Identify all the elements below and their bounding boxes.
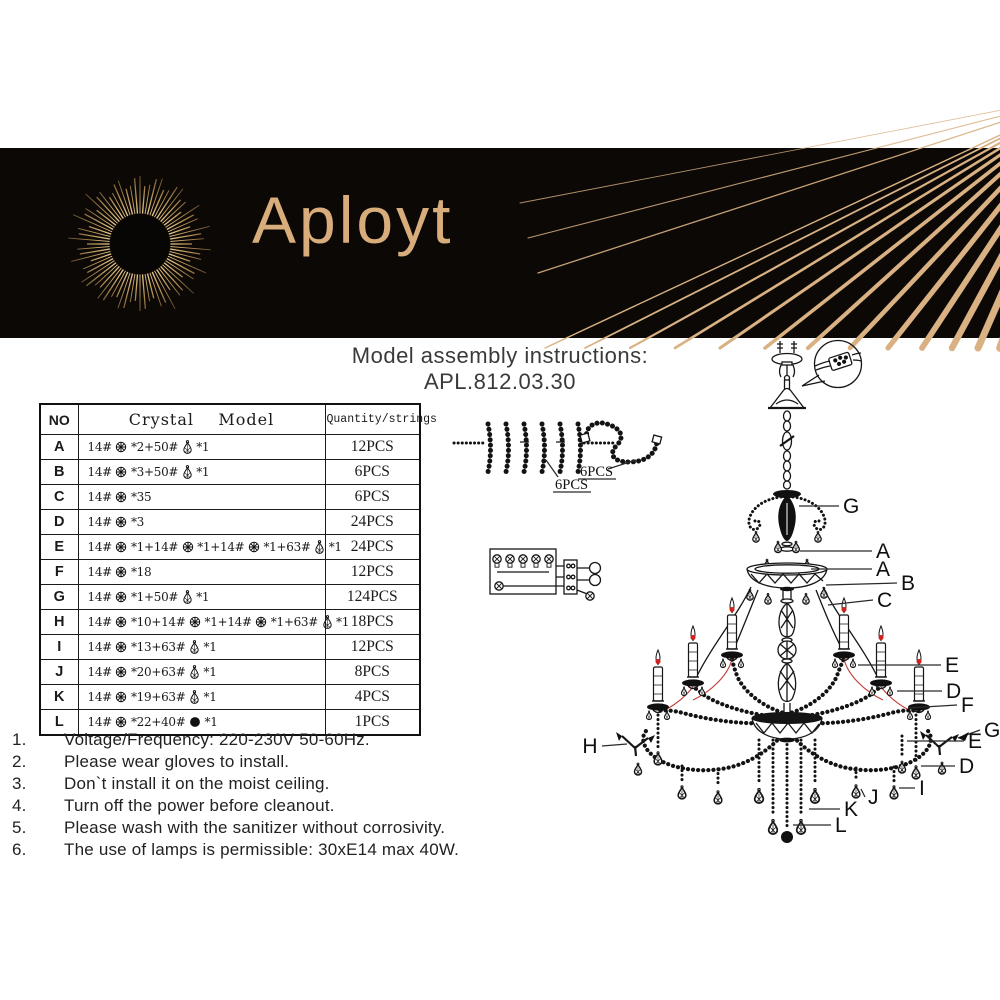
octagon-bead-icon	[115, 591, 127, 603]
row-letter: L	[40, 710, 78, 736]
octagon-bead-icon	[115, 566, 127, 578]
row-letter: G	[40, 585, 78, 610]
part-label-k: K	[844, 798, 859, 821]
octagon-bead-icon	[115, 616, 127, 628]
table-row	[40, 560, 420, 585]
instruction-text: Please wear gloves to install.	[64, 752, 290, 771]
crystal-strand-bundle	[454, 424, 614, 493]
part-label-a2: A	[876, 558, 891, 581]
crystal-model-cell: 14# *20+63# *1	[78, 660, 325, 685]
part-label-b: B	[901, 572, 916, 595]
instruction-number: 4.	[12, 796, 27, 815]
instruction-item	[10, 795, 490, 817]
teardrop-crystal-icon	[189, 640, 200, 655]
part-labels	[582, 495, 1000, 837]
part-label-d2: D	[959, 755, 975, 778]
teardrop-crystal-icon	[182, 590, 193, 605]
quantity-cell: 12PCS	[325, 635, 420, 660]
quantity-cell: 1PCS	[325, 710, 420, 736]
row-letter: D	[40, 510, 78, 535]
quantity-cell: 6PCS	[325, 460, 420, 485]
quantity-cell: 4PCS	[325, 685, 420, 710]
instruction-text: Don`t install it on the moist ceiling.	[64, 774, 330, 793]
instruction-item	[10, 751, 490, 773]
page-title: Model assembly instructions:	[351, 343, 649, 368]
table-row	[40, 485, 420, 510]
brand-wordmark: Aployt	[252, 183, 454, 257]
header-qty: Quantity/strings	[325, 404, 420, 435]
part-label-c: C	[877, 589, 893, 612]
instruction-item	[10, 839, 490, 861]
octagon-bead-icon	[115, 541, 127, 553]
row-letter: A	[40, 435, 78, 460]
octagon-bead-icon	[255, 616, 267, 628]
instruction-number: 3.	[12, 774, 27, 793]
quantity-cell: 12PCS	[325, 435, 420, 460]
quantity-cell: 124PCS	[325, 585, 420, 610]
instruction-number: 2.	[12, 752, 27, 771]
part-label-g-top: G	[843, 495, 860, 518]
quantity-cell: 18PCS	[325, 610, 420, 635]
octagon-bead-icon	[115, 691, 127, 703]
crystal-model-cell: 14# *18	[78, 560, 325, 585]
row-letter: K	[40, 685, 78, 710]
table-row	[40, 685, 420, 710]
header-model: Crystal Model	[78, 404, 325, 435]
instruction-item	[10, 729, 490, 751]
pcs-label-arms: 6PCS	[580, 464, 614, 480]
crystal-model-cell: 14# *13+63# *1	[78, 635, 325, 660]
instructions-list	[10, 729, 490, 861]
wiring-diagram	[490, 549, 601, 600]
teardrop-crystal-icon	[189, 665, 200, 680]
instruction-number: 6.	[12, 840, 27, 859]
octagon-bead-icon	[182, 541, 194, 553]
row-letter: E	[40, 535, 78, 560]
teardrop-crystal-icon	[314, 540, 325, 555]
instruction-number: 1.	[12, 730, 27, 749]
octagon-bead-icon	[248, 541, 260, 553]
instruction-text: The use of lamps is permissible: 30xE14 max 40W.	[64, 840, 460, 859]
part-label-f: F	[961, 694, 974, 717]
quantity-cell: 12PCS	[325, 560, 420, 585]
table-header-row	[40, 404, 420, 435]
brand-banner	[0, 148, 1000, 338]
quantity-cell: 24PCS	[325, 535, 420, 560]
part-label-l: L	[835, 814, 847, 837]
ball-crystal-icon	[189, 716, 201, 728]
quantity-cell: 6PCS	[325, 485, 420, 510]
part-label-d1: D	[946, 680, 962, 703]
table-row	[40, 660, 420, 685]
table-row	[40, 460, 420, 485]
crystal-model-cell: 14# *1+14# *1+14# *1+63# *1	[78, 535, 325, 560]
banner-rays-decoration	[0, 148, 1000, 338]
row-letter: I	[40, 635, 78, 660]
octagon-bead-icon	[115, 716, 127, 728]
pcs-label-strands: 6PCS	[555, 477, 589, 493]
instruction-item	[10, 817, 490, 839]
octagon-bead-icon	[115, 641, 127, 653]
row-letter: J	[40, 660, 78, 685]
octagon-bead-icon	[115, 491, 127, 503]
row-letter: B	[40, 460, 78, 485]
instruction-item	[10, 773, 490, 795]
crystal-model-cell: 14# *22+40# *1	[78, 710, 325, 736]
header-no: NO	[40, 404, 78, 435]
instruction-text: Turn off the power before cleanout.	[64, 796, 335, 815]
crystal-model-cell: 14# *35	[78, 485, 325, 510]
teardrop-crystal-icon	[182, 465, 193, 480]
part-label-e1: E	[945, 654, 960, 677]
part-label-a1: A	[876, 540, 891, 563]
table-row	[40, 510, 420, 535]
teardrop-crystal-icon	[182, 440, 193, 455]
chandelier-drawing	[616, 490, 962, 843]
table-row	[40, 635, 420, 660]
part-label-j: J	[868, 786, 879, 809]
crystal-model-cell: 14# *10+14# *1+14# *1+63# *1	[78, 610, 325, 635]
table-row	[40, 585, 420, 610]
instruction-number: 5.	[12, 818, 27, 837]
crystal-table	[39, 403, 437, 736]
crystal-model-cell: 14# *3+50# *1	[78, 460, 325, 485]
assembly-diagram	[450, 338, 1000, 900]
model-code: APL.812.03.30	[423, 369, 577, 394]
octagon-bead-icon	[115, 666, 127, 678]
crystal-model-cell: 14# *2+50# *1	[78, 435, 325, 460]
row-letter: C	[40, 485, 78, 510]
quantity-cell: 24PCS	[325, 510, 420, 535]
row-letter: H	[40, 610, 78, 635]
table-row	[40, 610, 420, 635]
part-label-h: H	[582, 735, 598, 758]
quantity-cell: 8PCS	[325, 660, 420, 685]
teardrop-crystal-icon	[322, 615, 333, 630]
instruction-text: Voltage/Frequency: 220-230V 50-60Hz.	[64, 730, 370, 749]
octagon-bead-icon	[115, 466, 127, 478]
octagon-bead-icon	[115, 441, 127, 453]
part-label-e2: E	[968, 730, 983, 753]
ceiling-mount-icon	[772, 341, 802, 377]
crystal-model-cell: 14# *3	[78, 510, 325, 535]
crystal-model-cell: 14# *19+63# *1	[78, 685, 325, 710]
part-label-g2: G	[984, 719, 1000, 742]
row-letter: F	[40, 560, 78, 585]
beaded-arm-piece	[578, 423, 662, 480]
crystal-table-body	[40, 435, 420, 736]
part-label-i: I	[919, 777, 925, 800]
crystal-model-cell: 14# *1+50# *1	[78, 585, 325, 610]
wire-connection-detail	[802, 341, 862, 388]
instruction-text: Please wash with the sanitizer without corrosivity.	[64, 818, 446, 837]
canopy-and-chain	[768, 376, 806, 490]
teardrop-crystal-icon	[189, 690, 200, 705]
table-row	[40, 435, 420, 460]
octagon-bead-icon	[189, 616, 201, 628]
table-row	[40, 535, 420, 560]
octagon-bead-icon	[115, 516, 127, 528]
